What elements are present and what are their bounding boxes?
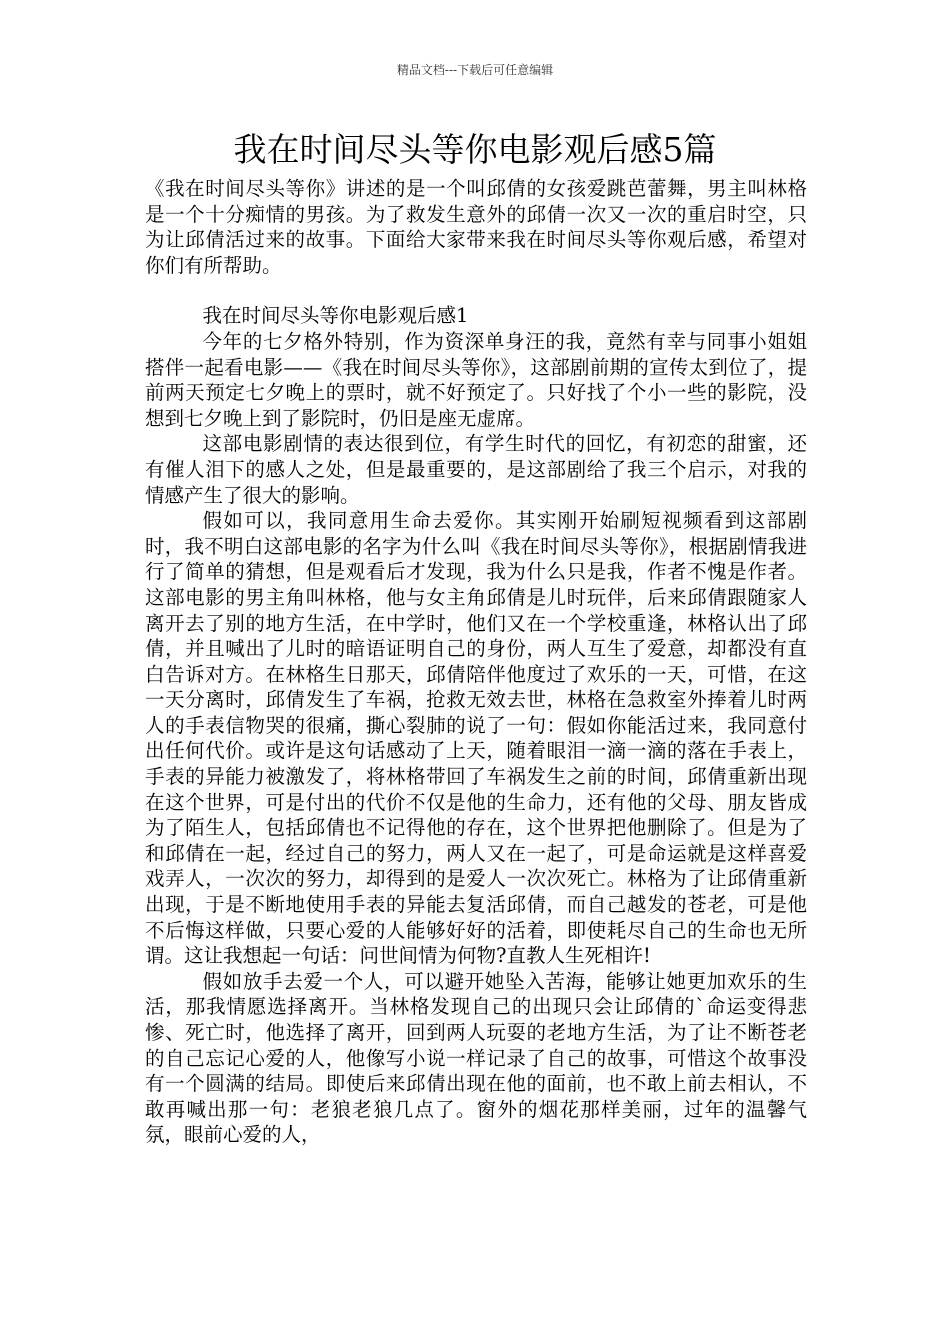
document-title: 我在时间尽头等你电影观后感5篇	[233, 130, 717, 169]
section-heading: 我在时间尽头等你电影观后感1	[202, 304, 469, 328]
page-header: 精品文档---下载后可任意编辑	[396, 63, 554, 77]
body-paragraph: 假如可以，我同意用生命去爱你。其实刚开始刷短视频看到这部剧时，我不明白这部电影的名字为什么叫《我在时间尽头等你》，根据剧情我进行了简单的猜想，但是观看后才发现，我为什么只是我，作者不愧是作者。这部电影的男主角叫林格，他与女主角邱倩是儿时玩伴，后来邱倩跟随家人离开去了别的地方生活，在中学时，他们又在一个学校重逢，林格认出了邱倩，并且喊出了儿时的暗语证明自己的身份，两人互生了爱意，却都没有直白告诉对方。在林格生日那天，邱倩陪伴他度过了欢乐的一天，可惜，在这一天分离时，邱倩发生了车祸，抢救无效去世，林格在急救室外捧着儿时两人的手表信物哭的很痛，撕心裂肺的说了一句：假如你能活过来，我同意付出任何代价。或许是这句话感动了上天，随着眼泪一滴一滴的落在手表上，手表的异能力被激发了，将林格带回了车祸发生之前的时间，邱倩重新出现在这个世界，可是付出的代价不仅是他的生命力，还有他的父母、朋友皆成为了陌生人，包括邱倩也不记得他的存在，这个世界把他删除了。但是为了和邱倩在一起，经过自己的努力，两人又在一起了，可是命运就是这样喜爱戏弄人，一次次的努力，却得到的是爱人一次次死亡。林格为了让邱倩重新出现，于是不断地使用手表的异能去复活邱倩，而自己越发的苍老，可是他不后悔这样做，只要心爱的人能够好好的活着，即使耗尽自己的生命也无所谓。这让我想起一句话：问世间情为何物?直教人生死相许!	[145, 509, 807, 968]
body-paragraph: 假如放手去爱一个人，可以避开她坠入苦海，能够让她更加欢乐的生活，那我情愿选择离开。当林格发现自己的出现只会让邱倩的`命运变得悲惨、死亡时，他选择了离开，回到两人玩耍的老地方生活，为了让不断苍老的自己忘记心爱的人，他像写小说一样记录了自己的故事，可惜这个故事没有一个圆满的结局。即使后来邱倩出现在他的面前，也不敢上前去相认，不敢再喊出那一句：老狼老狼几点了。窗外的烟花那样美丽，过年的温馨气氛，眼前心爱的人，	[145, 969, 807, 1147]
body-paragraph: 今年的七夕格外特别，作为资深单身汪的我，竟然有幸与同事小姐姐搭伴一起看电影——《我在时间尽头等你》，这部剧前期的宣传太到位了，提前两天预定七夕晚上的票时，就不好预定了。只好找了个小一些的影院，没想到七夕晚上到了影院时，仍旧是座无虚席。	[145, 329, 807, 430]
document-body	[145, 176, 807, 1148]
body-paragraph: 这部电影剧情的表达很到位，有学生时代的回忆，有初恋的甜蜜，还有催人泪下的感人之处，但是最重要的，是这部剧给了我三个启示，对我的情感产生了很大的影响。	[145, 432, 807, 507]
intro-paragraph: 《我在时间尽头等你》讲述的是一个叫邱倩的女孩爱跳芭蕾舞，男主叫林格是一个十分痴情的男孩。为了救发生意外的邱倩一次又一次的重启时空，只为让邱倩活过来的故事。下面给大家带来我在时间尽头等你观后感，希望对你们有所帮助。	[145, 177, 807, 277]
paragraph-spacer	[145, 278, 807, 303]
